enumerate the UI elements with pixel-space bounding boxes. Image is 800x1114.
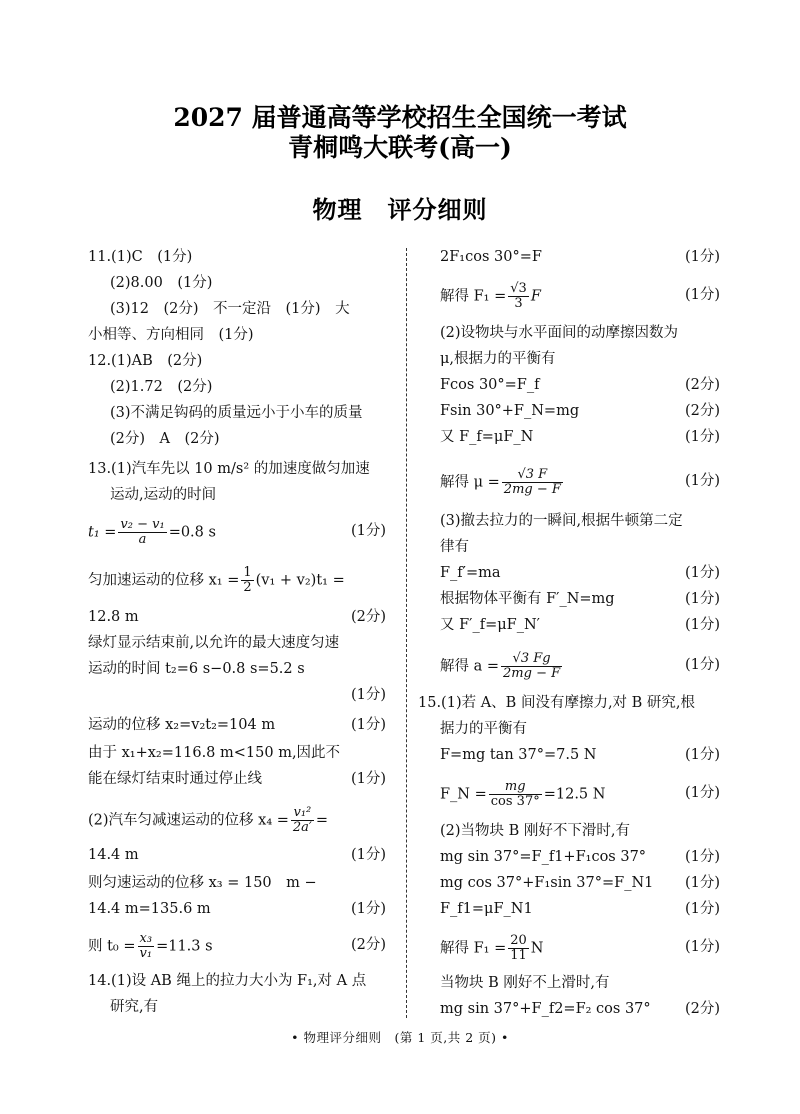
q14-r10: 律有: [440, 539, 469, 555]
score: (2分): [684, 377, 720, 393]
q14-r2: 解得 F₁ = $\frac{√3}{3}$ F (1分): [440, 281, 720, 311]
q13-line1: 13.(1)汽车先以 10 m/s² 的加速度做匀加速: [88, 461, 370, 477]
q14-r13: 又 F′_f=μF_N′ (1分): [440, 612, 720, 638]
score: (1分): [684, 849, 720, 865]
score: (1分): [350, 901, 386, 917]
q14-r14: 解得 a = $\frac{√3 Fg}{2mg - F}$ (1分): [440, 651, 720, 681]
score: (2分): [684, 403, 720, 419]
q12-line1: 12.(1)AB (2分): [88, 353, 203, 369]
q13-line14: 14.4 m=135.6 m (1分): [88, 896, 386, 922]
q13-line6: 绿灯显示结束前,以允许的最大速度匀速: [88, 635, 340, 651]
q15-line6: mg sin 37°=F_f1+F₁cos 37° (1分): [440, 844, 720, 870]
q15-line3: F=mg tan 37°=7.5 N (1分): [440, 742, 720, 768]
q15-line11: mg sin 37°+F_f2=F₂ cos 37° (2分): [440, 996, 720, 1022]
q13-score-line: [88, 682, 386, 708]
q13-line2: 运动,运动的时间: [110, 487, 217, 503]
q15-line5: (2)当物块 B 刚好不下滑时,有: [440, 823, 631, 839]
score: (1分): [350, 717, 386, 733]
q14-r11: F_f′=ma (1分): [440, 560, 720, 586]
q13-line12: 14.4 m (1分): [88, 842, 386, 868]
score: (1分): [350, 523, 386, 539]
q14-r12: 根据物体平衡有 F′_N=mg (1分): [440, 586, 720, 612]
score: (1分): [684, 249, 720, 265]
q11-line3: (3)12 (2分) 不一定沿 (1分) 大: [110, 301, 350, 317]
score: (1分): [684, 287, 720, 303]
q13-line10: 能在绿灯结束时通过停止线 (1分): [88, 766, 386, 792]
q15-line8: F_f1=μF_N1 (1分): [440, 896, 720, 922]
q11-line2: (2)8.00 (1分): [110, 275, 213, 291]
q14-r1: 2F₁cos 30°=F (1分): [440, 244, 720, 270]
q15-line1: 15.(1)若 A、B 间没有摩擦力,对 B 研究,根: [418, 695, 696, 711]
q13-line9: 由于 x₁+x₂=116.8 m<150 m,因此不: [88, 745, 341, 761]
q11-line4: 小相等、方向相同 (1分): [88, 327, 254, 343]
q13-line3: t₁ = $\frac{\text{v₂ − v₁}}{a}$ =0.8 s (1分): [88, 517, 386, 547]
score: (1分): [684, 875, 720, 891]
q15-line9: 解得 F₁ = $\frac{20}{11}$ N (1分): [440, 933, 720, 963]
q14-r7: 又 F_f=μF_N (1分): [440, 424, 720, 450]
score: (1分): [684, 901, 720, 917]
q12-line4: (2分) A (2分): [110, 431, 220, 447]
column-divider: [406, 248, 407, 1018]
q15-line4: F_N = $\frac{mg}{\cos 37^\circ}$ =12.5 N (1分): [440, 779, 720, 809]
document-title: 物理 评分细则: [312, 195, 488, 224]
q15-line2: 据力的平衡有: [440, 721, 527, 737]
q14-r5: Fcos 30°=F_f (2分): [440, 372, 720, 398]
q14-line1: 14.(1)设 AB 绳上的拉力大小为 F₁,对 A 点: [88, 973, 367, 989]
q11-line1: 11.(1)C (1分): [88, 249, 193, 265]
score: (1分): [684, 565, 720, 581]
q13-line13: 则匀速运动的位移 x₃ = 150 m −: [88, 875, 317, 891]
q14-r8: 解得 μ = $\frac{√3 F}{2mg - F}$ (1分): [440, 467, 720, 497]
exam-title: 2027 届普通高等学校招生全国统一考试: [173, 103, 627, 132]
score: (1分): [684, 473, 720, 489]
score: (1分): [684, 939, 720, 955]
score: (1分): [684, 785, 720, 801]
score: (2分): [684, 1001, 720, 1017]
q13-line15: 则 t₀ = $\frac{\text{x₃}}{\text{v₁}}$ =11.3 s (2分): [88, 931, 386, 961]
q13-line4: 匀加速运动的位移 x₁ = $\frac{1}{2}$ (v₁ + v₂)t₁ =: [88, 565, 345, 595]
q13-line7: 运动的时间 t₂=6 s−0.8 s=5.2 s: [88, 661, 305, 677]
q14-line2: 研究,有: [110, 999, 159, 1015]
score: (1分): [684, 657, 720, 673]
q15-line7: mg cos 37°+F₁sin 37°=F_N1 (1分): [440, 870, 720, 896]
score: (2分): [350, 609, 386, 625]
score: (1分): [684, 591, 720, 607]
score: (1分): [684, 429, 720, 445]
score: (1分): [684, 617, 720, 633]
score: (1分): [350, 687, 386, 703]
q15-line10: 当物块 B 刚好不上滑时,有: [440, 975, 610, 991]
score: (1分): [350, 771, 386, 787]
q14-r3: (2)设物块与水平面间的动摩擦因数为: [440, 325, 679, 341]
q12-line3: (3)不满足钩码的质量远小于小车的质量: [110, 405, 363, 421]
exam-subtitle: 青桐鸣大联考(高一): [288, 133, 512, 162]
q13-line8: 运动的位移 x₂=v₂t₂=104 m (1分): [88, 712, 386, 738]
q13-line11: (2)汽车匀减速运动的位移 x₄ = $\frac{\text{v₁²}}{2a'}$ =: [88, 805, 329, 835]
score: (2分): [350, 937, 386, 953]
score: (1分): [684, 747, 720, 763]
q14-r9: (3)撤去拉力的一瞬间,根据牛顿第二定: [440, 513, 683, 529]
score: (1分): [350, 847, 386, 863]
q14-r4: μ,根据力的平衡有: [440, 351, 556, 367]
page-footer: • 物理评分细则 (第 1 页,共 2 页) •: [291, 1030, 509, 1045]
q14-r6: Fsin 30°+F_N=mg (2分): [440, 398, 720, 424]
q12-line2: (2)1.72 (2分): [110, 379, 213, 395]
q13-line5: 12.8 m (2分): [88, 604, 386, 630]
